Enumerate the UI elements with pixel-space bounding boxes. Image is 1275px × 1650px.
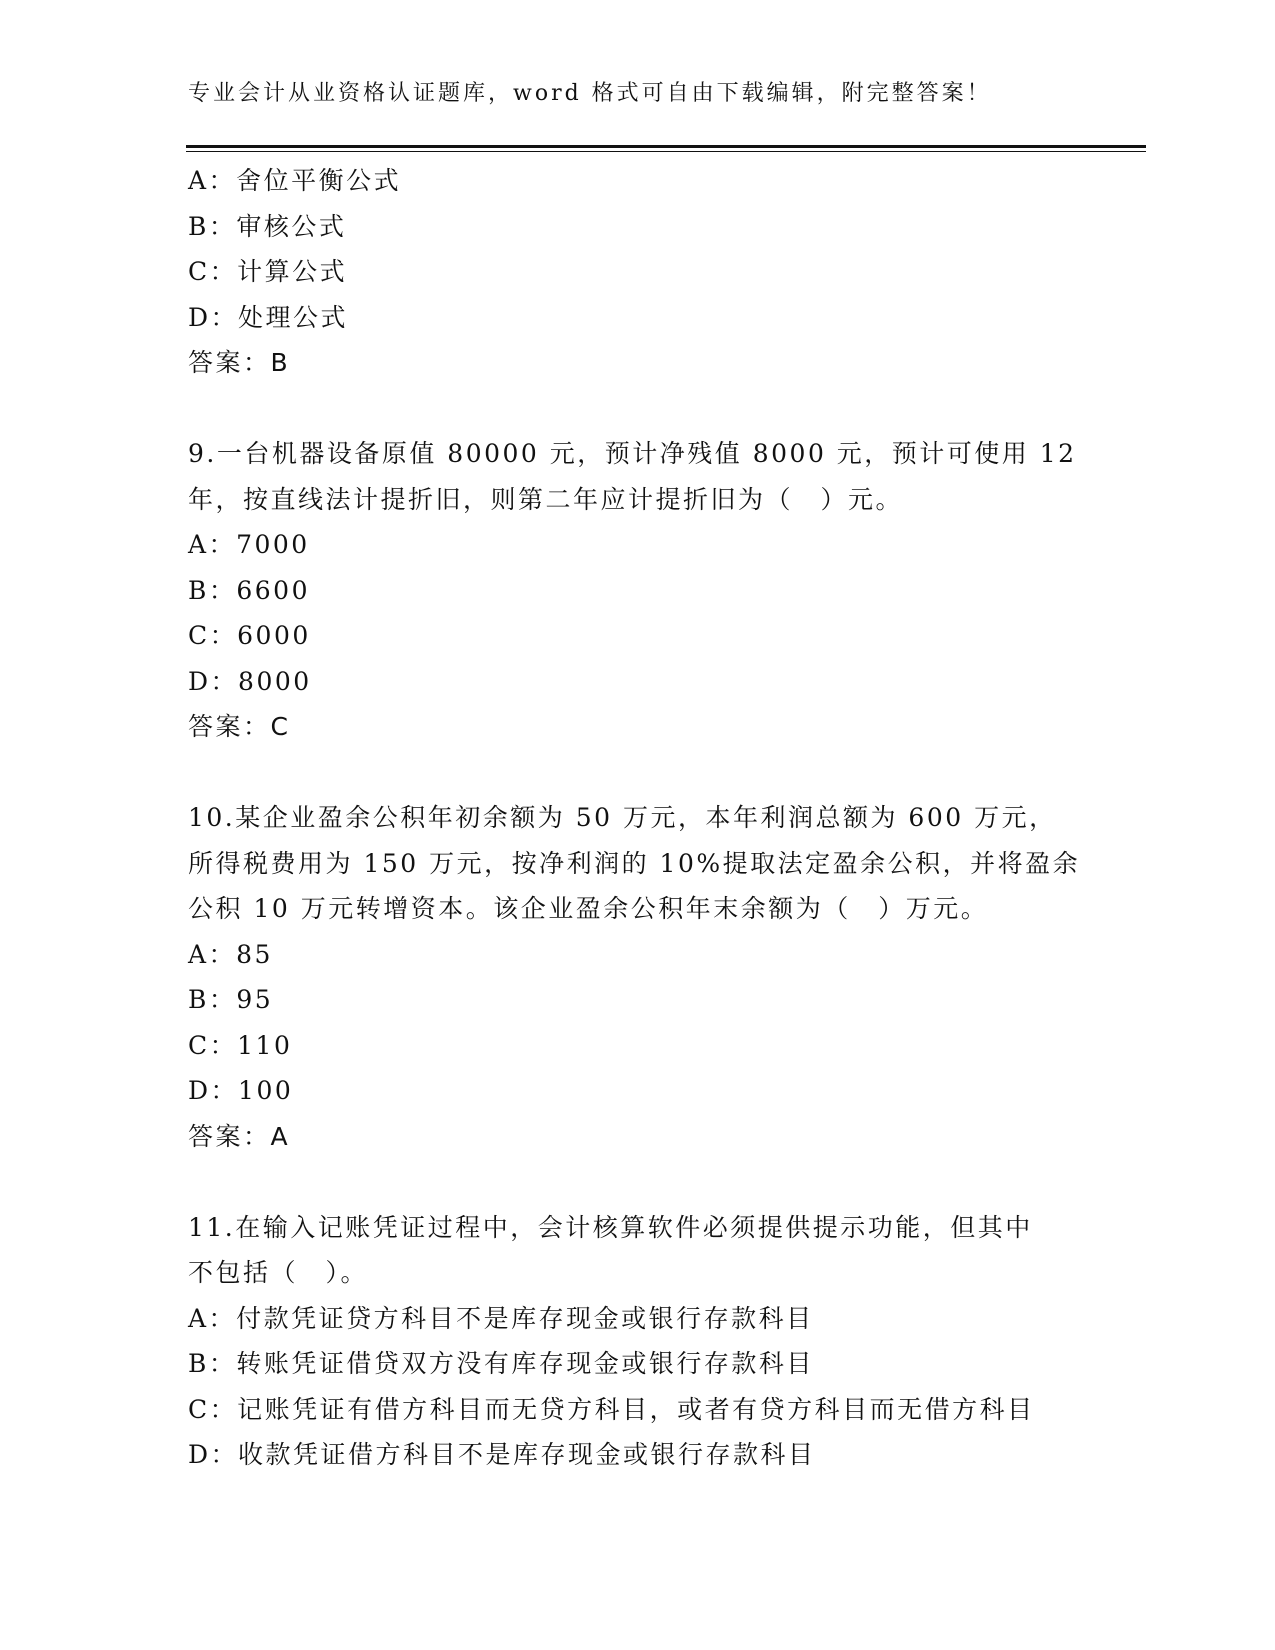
- page-header: 专业会计从业资格认证题库，word 格式可自由下载编辑，附完整答案！: [188, 81, 992, 106]
- option-d: D：8000: [188, 666, 312, 696]
- header-divider-thick: [186, 145, 1146, 148]
- option-b: B：审核公式: [188, 211, 347, 241]
- question-text: 不包括（ ）。: [188, 1258, 369, 1287]
- question-8: [188, 158, 1088, 386]
- option-b: B：95: [188, 985, 274, 1014]
- answer: 答案：C: [188, 712, 291, 741]
- option-d: D：处理公式: [188, 302, 349, 332]
- option-a: A：85: [188, 939, 273, 969]
- document-body: [188, 158, 1088, 1478]
- question-text: 11.在输入记账凭证过程中，会计核算软件必须提供提示功能，但其中: [188, 1212, 1033, 1242]
- answer: 答案：B: [188, 348, 291, 377]
- question-11: [188, 1205, 1088, 1478]
- answer: 答案：A: [188, 1121, 291, 1151]
- question-text: 所得税费用为 150 万元，按净利润的 10%提取法定盈余公积，并将盈余: [188, 848, 1081, 878]
- option-b: B：6600: [188, 575, 310, 605]
- option-d: D：100: [188, 1076, 294, 1105]
- question-text: 10.某企业盈余公积年初余额为 50 万元，本年利润总额为 600 万元，: [188, 803, 1057, 832]
- option-d: D：收款凭证借方科目不是库存现金或银行存款科目: [188, 1440, 816, 1469]
- question-text: 9.一台机器设备原值 80000 元，预计净残值 8000 元，预计可使用 12: [188, 439, 1077, 468]
- option-b: B：转账凭证借贷双方没有库存现金或银行存款科目: [188, 1349, 814, 1378]
- option-c: C：计算公式: [188, 257, 348, 286]
- option-a: A：舍位平衡公式: [188, 166, 402, 195]
- question-text: 年，按直线法计提折旧，则第二年应计提折旧为（ ）元。: [188, 484, 904, 514]
- question-text: 公积 10 万元转增资本。该企业盈余公积年末余额为（ ）万元。: [188, 894, 989, 923]
- option-a: A：付款凭证贷方科目不是库存现金或银行存款科目: [188, 1303, 814, 1333]
- option-c: C：110: [188, 1030, 293, 1060]
- option-c: C：记账凭证有借方科目而无贷方科目，或者有贷方科目而无借方科目: [188, 1394, 1035, 1424]
- option-c: C：6000: [188, 621, 311, 650]
- option-a: A：7000: [188, 530, 310, 559]
- question-10: [188, 795, 1088, 1159]
- header-divider-thin: [186, 151, 1146, 152]
- question-9: [188, 431, 1088, 750]
